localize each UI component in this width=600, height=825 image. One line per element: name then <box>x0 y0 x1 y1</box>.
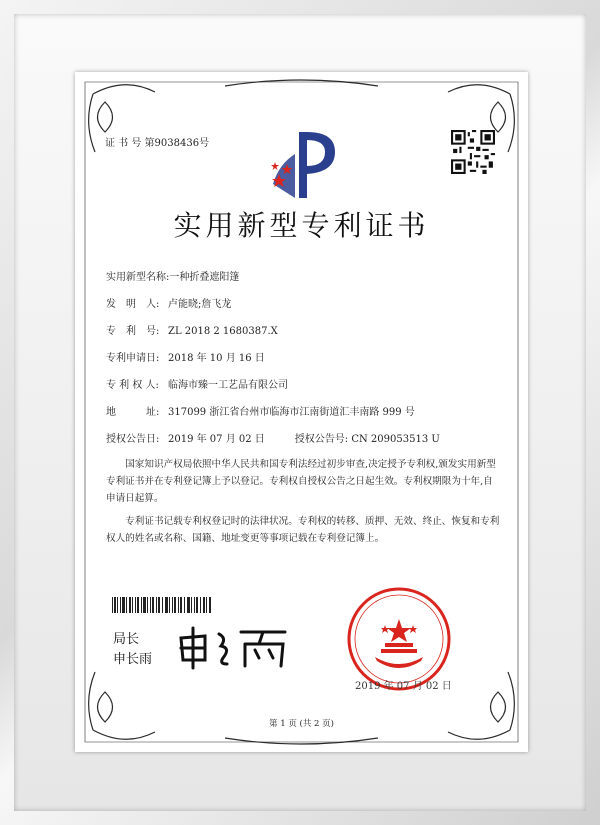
field-address <box>106 403 415 418</box>
field-label: 地 址: <box>106 407 160 418</box>
field-label: 授权公告日: <box>106 434 160 445</box>
certificate-title: 实用新型专利证书 <box>173 209 430 242</box>
field-value: 317099 浙江省台州市临海市江南街道汇丰南路 999 号 <box>168 407 415 418</box>
certificate-paper <box>75 72 528 752</box>
field-grant-date <box>106 430 440 445</box>
director-title: 局长 <box>113 632 140 647</box>
field-patentee <box>106 376 288 391</box>
field-label: 专利申请日: <box>106 353 160 364</box>
field-label: 实用新型名称: <box>106 272 170 283</box>
director-name: 申长雨 <box>113 652 153 667</box>
grant-statement: 国家知识产权局依照中华人民共和国专利法经过初步审查,决定授予专利权,颁发实用新型专利证书并在专利登记簿上予以登记。专利权自授权公告之日起生效。专利权期限为十年,自申请日起算。 <box>106 459 496 504</box>
field-value: 一种折叠遮阳篷 <box>169 272 240 283</box>
field-label: 专 利 权 人: <box>106 380 159 391</box>
field-value: 临海市臻一工艺品有限公司 <box>168 380 288 391</box>
field-utility-model-name <box>106 268 239 283</box>
field-patent-number <box>106 322 278 337</box>
field-label: 专 利 号: <box>106 326 160 337</box>
seal-date: 2019 年 07 月 02 日 <box>355 681 452 692</box>
page-number: 第 1 页 (共 2 页) <box>269 719 334 729</box>
director-signature <box>175 624 295 670</box>
field-value: 卢能晓;詹飞龙 <box>168 299 232 310</box>
patent-office-logo-icon <box>265 124 345 204</box>
qr-code-icon <box>451 130 495 174</box>
field-inventor <box>106 295 231 310</box>
certificate-number: 证 书 号 第9038436号 <box>105 138 210 149</box>
field-label: 发 明 人: <box>106 299 160 310</box>
barcode-icon <box>112 597 212 613</box>
field-application-date <box>106 349 265 364</box>
director-block <box>113 630 152 670</box>
field-value: 2019 年 07 月 02 日 授权公告号: CN 209053513 U <box>168 434 440 445</box>
field-value: 2018 年 10 月 16 日 <box>168 353 265 364</box>
legal-status-note: 专利证书记载专利权登记时的法律状况。专利权的转移、质押、无效、终止、恢复和专利权人的姓名或名称、国籍、地址变更等事项记载在专利登记簿上。 <box>106 516 500 544</box>
field-value: ZL 2018 2 1680387.X <box>168 326 278 337</box>
